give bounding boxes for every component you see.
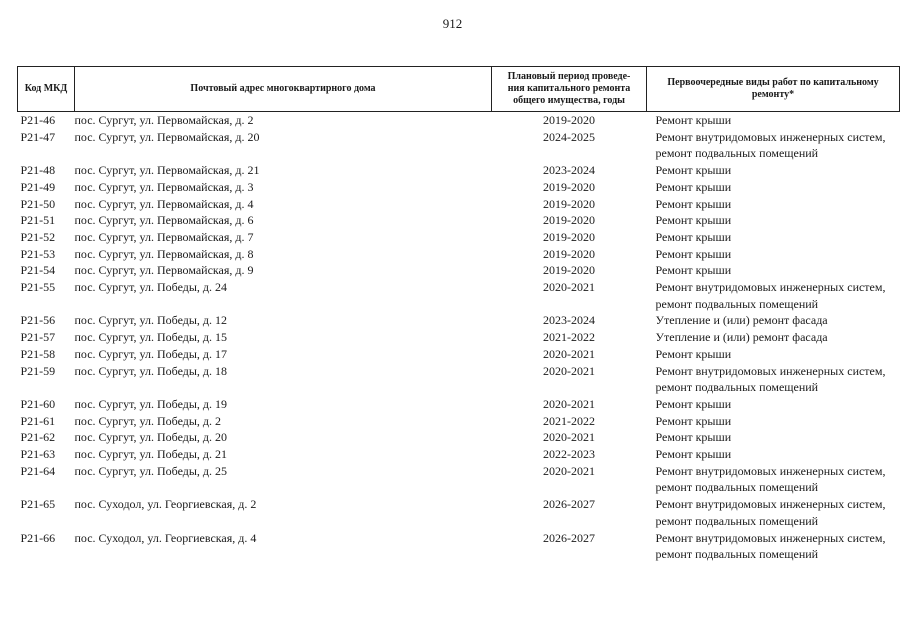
cell-address: пос. Сургут, ул. Первомайская, д. 7 [74, 229, 254, 244]
table-row [18, 329, 900, 346]
table-row [18, 279, 900, 312]
cell-address: пос. Сургут, ул. Победы, д. 24 [74, 280, 228, 295]
cell-address: пос. Сургут, ул. Победы, д. 19 [74, 396, 228, 411]
table-row [18, 262, 900, 279]
cell-code: Р21-62 [20, 430, 56, 445]
cell-period: 2019-2020 [543, 263, 595, 278]
works-line: Ремонт внутридомовых инженерных систем, [655, 463, 886, 478]
cell-address: пос. Сургут, ул. Победы, д. 18 [74, 363, 228, 378]
table-row [18, 312, 900, 329]
cell-code: Р21-54 [20, 263, 56, 278]
works-line: Утепление и (или) ремонт фасада [655, 330, 828, 345]
cell-address: пос. Сургут, ул. Победы, д. 17 [74, 346, 228, 361]
table-row [18, 229, 900, 246]
works-line: ремонт подвальных помещений [655, 146, 819, 161]
header-period-line-3: общего имущества, годы [513, 95, 625, 106]
cell-code: Р21-60 [20, 396, 56, 411]
cell-address: пос. Сургут, ул. Первомайская, д. 8 [74, 246, 254, 261]
cell-code: Р21-52 [20, 229, 56, 244]
works-line: Ремонт крыши [655, 447, 732, 462]
cell-works [647, 196, 900, 213]
cell-works [647, 429, 900, 446]
header-period-line-1: Плановый период проведе- [507, 71, 631, 82]
cell-works [647, 162, 900, 179]
works-line: Ремонт крыши [655, 346, 732, 361]
works-line: Ремонт крыши [655, 263, 732, 278]
cell-works [647, 446, 900, 463]
cell-address: пос. Сургут, ул. Победы, д. 15 [74, 330, 228, 345]
header-code: Код МКД [18, 67, 75, 112]
table-row [18, 129, 900, 162]
works-line: Ремонт внутридомовых инженерных систем, [655, 530, 886, 545]
cell-works [647, 262, 900, 279]
cell-address: пос. Суходол, ул. Георгиевская, д. 4 [74, 530, 257, 545]
table-row [18, 179, 900, 196]
works-line: Ремонт крыши [655, 163, 732, 178]
works-line: ремонт подвальных помещений [655, 513, 819, 528]
cell-period: 2020-2021 [543, 280, 595, 295]
cell-period: 2022-2023 [543, 447, 595, 462]
cell-code: Р21-50 [20, 196, 56, 211]
cell-period: 2026-2027 [543, 497, 595, 512]
cell-period: 2026-2027 [543, 530, 595, 545]
header-period-line-2: ния капитального ремонта [507, 83, 631, 94]
cell-period: 2019-2020 [543, 113, 595, 127]
cell-period: 2020-2021 [543, 363, 595, 378]
cell-works [647, 413, 900, 430]
works-line: Ремонт внутридомовых инженерных систем, [655, 497, 886, 512]
header-works-line-1: Первоочередные виды работ по капитальному [667, 77, 879, 88]
cell-works [647, 346, 900, 363]
cell-code: Р21-46 [20, 113, 56, 127]
cell-period: 2019-2020 [543, 246, 595, 261]
works-line: ремонт подвальных помещений [655, 480, 819, 495]
cell-address: пос. Сургут, ул. Победы, д. 25 [74, 463, 228, 478]
table-row [18, 212, 900, 229]
works-line: ремонт подвальных помещений [655, 380, 819, 395]
cell-period: 2023-2024 [543, 163, 595, 178]
cell-address: пос. Сургут, ул. Победы, д. 12 [74, 313, 228, 328]
table-row [18, 396, 900, 413]
cell-code: Р21-63 [20, 447, 56, 462]
page-number: 912 [442, 16, 463, 31]
cell-works [647, 279, 900, 312]
cell-period: 2021-2022 [543, 330, 595, 345]
repair-table-container [17, 66, 899, 563]
cell-works [647, 530, 900, 563]
cell-address: пос. Сургут, ул. Первомайская, д. 2 [74, 113, 254, 127]
cell-code: Р21-48 [20, 163, 56, 178]
table-row [18, 496, 900, 529]
cell-works [647, 329, 900, 346]
cell-address: пос. Сургут, ул. Победы, д. 2 [74, 413, 222, 428]
table-row [18, 413, 900, 430]
cell-period: 2019-2020 [543, 196, 595, 211]
cell-code: Р21-57 [20, 330, 56, 345]
cell-period: 2020-2021 [543, 396, 595, 411]
works-line: Ремонт внутридомовых инженерных систем, [655, 280, 886, 295]
cell-works [647, 463, 900, 496]
works-line: Ремонт крыши [655, 430, 732, 445]
cell-address: пос. Сургут, ул. Первомайская, д. 9 [74, 263, 254, 278]
works-line: Ремонт крыши [655, 246, 732, 261]
table-row [18, 112, 900, 129]
cell-works [647, 496, 900, 529]
table-row [18, 196, 900, 213]
cell-period: 2023-2024 [543, 313, 595, 328]
cell-code: Р21-53 [20, 246, 56, 261]
cell-code: Р21-56 [20, 313, 56, 328]
table-row [18, 530, 900, 563]
cell-code: Р21-64 [20, 463, 56, 478]
cell-code: Р21-51 [20, 213, 56, 228]
cell-code: Р21-61 [20, 413, 56, 428]
cell-code: Р21-65 [20, 497, 56, 512]
cell-period: 2020-2021 [543, 463, 595, 478]
table-row [18, 363, 900, 396]
cell-period: 2019-2020 [543, 179, 595, 194]
cell-period: 2021-2022 [543, 413, 595, 428]
cell-works [647, 246, 900, 263]
cell-code: Р21-47 [20, 129, 56, 144]
table-row [18, 429, 900, 446]
cell-works [647, 229, 900, 246]
cell-period: 2019-2020 [543, 213, 595, 228]
cell-period: 2024-2025 [543, 129, 595, 144]
cell-period: 2020-2021 [543, 346, 595, 361]
header-works [647, 67, 900, 112]
cell-works [647, 179, 900, 196]
works-line: Утепление и (или) ремонт фасада [655, 313, 828, 328]
table-row [18, 463, 900, 496]
works-line: Ремонт внутридомовых инженерных систем, [655, 129, 886, 144]
cell-works [647, 312, 900, 329]
cell-code: Р21-59 [20, 363, 56, 378]
header-address: Почтовый адрес многоквартирного дома [75, 67, 492, 112]
works-line: Ремонт крыши [655, 179, 732, 194]
table-row [18, 246, 900, 263]
cell-works [647, 112, 900, 129]
cell-address: пос. Сургут, ул. Победы, д. 20 [74, 430, 228, 445]
works-line: ремонт подвальных помещений [655, 296, 819, 311]
cell-address: пос. Суходол, ул. Георгиевская, д. 2 [74, 497, 257, 512]
header-period [492, 67, 647, 112]
cell-address: пос. Сургут, ул. Первомайская, д. 4 [74, 196, 254, 211]
works-line: Ремонт крыши [655, 413, 732, 428]
cell-address: пос. Сургут, ул. Первомайская, д. 6 [74, 213, 254, 228]
cell-address: пос. Сургут, ул. Первомайская, д. 3 [74, 179, 254, 194]
works-line: Ремонт внутридомовых инженерных систем, [655, 363, 886, 378]
cell-works [647, 363, 900, 396]
table-body [18, 112, 900, 563]
repair-table [17, 66, 900, 563]
cell-address: пос. Сургут, ул. Победы, д. 21 [74, 447, 228, 462]
works-line: Ремонт крыши [655, 113, 732, 127]
works-line: Ремонт крыши [655, 396, 732, 411]
cell-period: 2020-2021 [543, 430, 595, 445]
cell-code: Р21-58 [20, 346, 56, 361]
works-line: ремонт подвальных помещений [655, 547, 819, 562]
cell-code: Р21-49 [20, 179, 56, 194]
works-line: Ремонт крыши [655, 213, 732, 228]
works-line: Ремонт крыши [655, 229, 732, 244]
table-row [18, 346, 900, 363]
cell-code: Р21-55 [20, 280, 56, 295]
cell-address: пос. Сургут, ул. Первомайская, д. 21 [74, 163, 260, 178]
works-line: Ремонт крыши [655, 196, 732, 211]
header-works-line-2: ремонту* [751, 89, 795, 100]
table-header-row [18, 67, 900, 112]
cell-works [647, 396, 900, 413]
cell-works [647, 129, 900, 162]
table-row [18, 446, 900, 463]
cell-works [647, 212, 900, 229]
cell-period: 2019-2020 [543, 229, 595, 244]
table-row [18, 162, 900, 179]
cell-address: пос. Сургут, ул. Первомайская, д. 20 [74, 129, 260, 144]
cell-code: Р21-66 [20, 530, 56, 545]
